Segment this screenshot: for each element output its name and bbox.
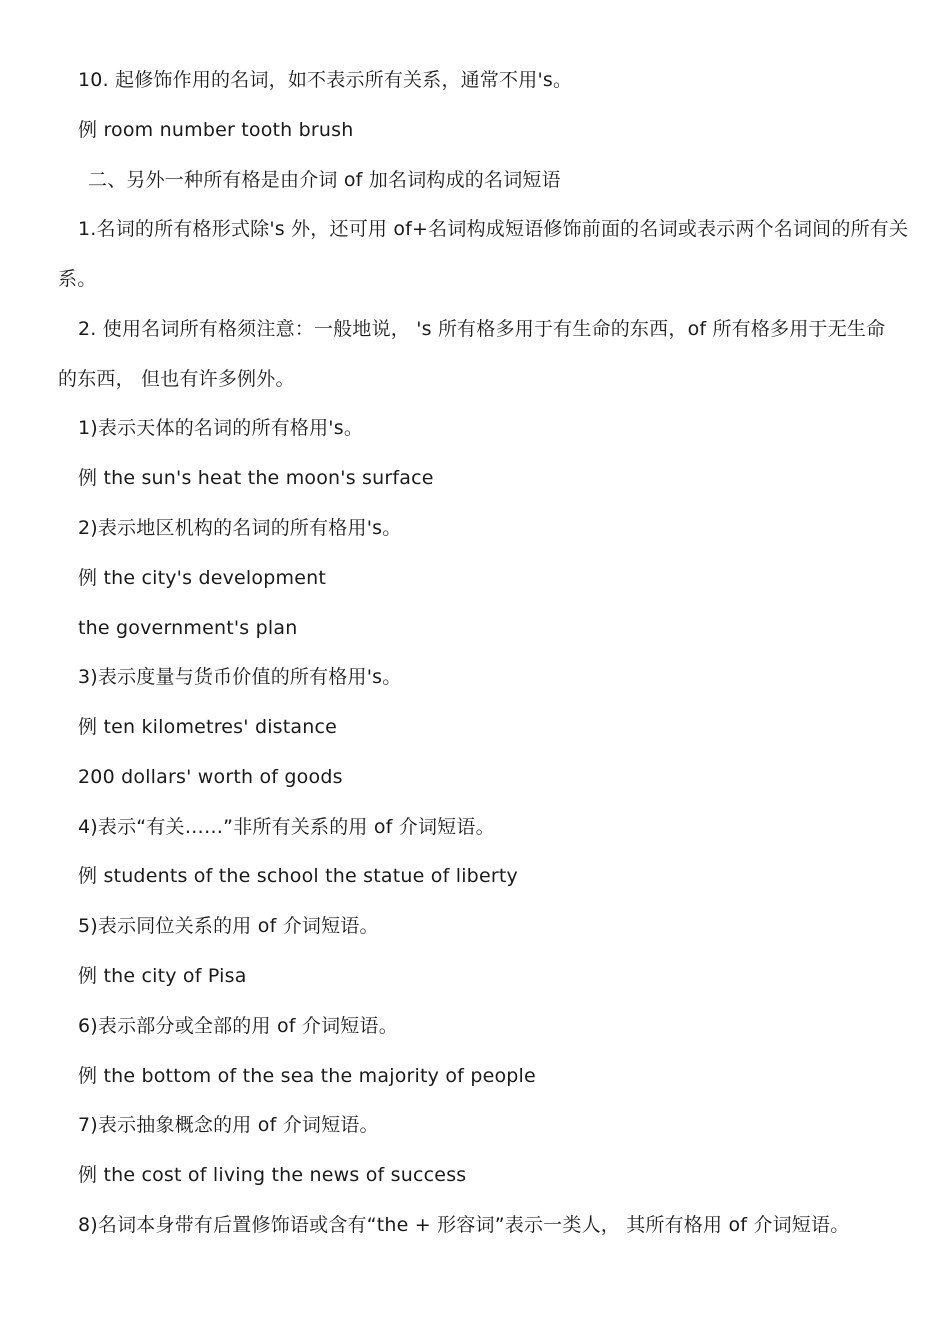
text-line: 1)表示天体的名词的所有格用's。 <box>78 417 364 439</box>
text-line: 1.名词的所有格形式除's 外，还可用 of+名词构成短语修饰前面的名词或表示两个名词间的所有关 <box>78 218 909 240</box>
text-line: 2)表示地区机构的名词的所有格用's。 <box>78 517 402 539</box>
example-line: 例 the sun's heat the moon's surface <box>78 467 434 489</box>
example-line: 例 ten kilometres' distance <box>78 716 338 738</box>
text-line: 5)表示同位关系的用 of 介词短语。 <box>78 915 379 937</box>
example-line: 例 the city of Pisa <box>78 965 247 987</box>
example-line: 200 dollars' worth of goods <box>78 766 343 788</box>
text-line: 2. 使用名词所有格须注意：一般地说， 's 所有格多用于有生命的东西，of 所有格多用于无生命 <box>78 318 886 340</box>
example-line: 例 the bottom of the sea the majority of people <box>78 1065 536 1087</box>
text-line: 8)名词本身带有后置修饰语或含有“the + 形容词”表示一类人， 其所有格用 of 介词短语。 <box>78 1214 850 1236</box>
example-line: 例 the cost of living the news of success <box>78 1164 467 1186</box>
example-line: 例 students of the school the statue of liberty <box>78 865 518 887</box>
text-line: 的东西， 但也有许多例外。 <box>58 368 295 390</box>
text-line: 10. 起修饰作用的名词，如不表示所有关系，通常不用's。 <box>78 69 573 91</box>
text-line: 3)表示度量与货币价值的所有格用's。 <box>78 666 402 688</box>
example-line: 例 the city's development <box>78 567 326 589</box>
text-line: 系。 <box>58 268 97 290</box>
text-line: 例 room number tooth brush <box>78 119 354 141</box>
text-line: 7)表示抽象概念的用 of 介词短语。 <box>78 1114 379 1136</box>
text-line: 4)表示“有关……”非所有关系的用 of 介词短语。 <box>78 816 495 838</box>
example-line: the government's plan <box>78 617 298 639</box>
text-line: 6)表示部分或全部的用 of 介词短语。 <box>78 1015 398 1037</box>
section-heading: 二、另外一种所有格是由介词 of 加名词构成的名词短语 <box>88 169 561 191</box>
